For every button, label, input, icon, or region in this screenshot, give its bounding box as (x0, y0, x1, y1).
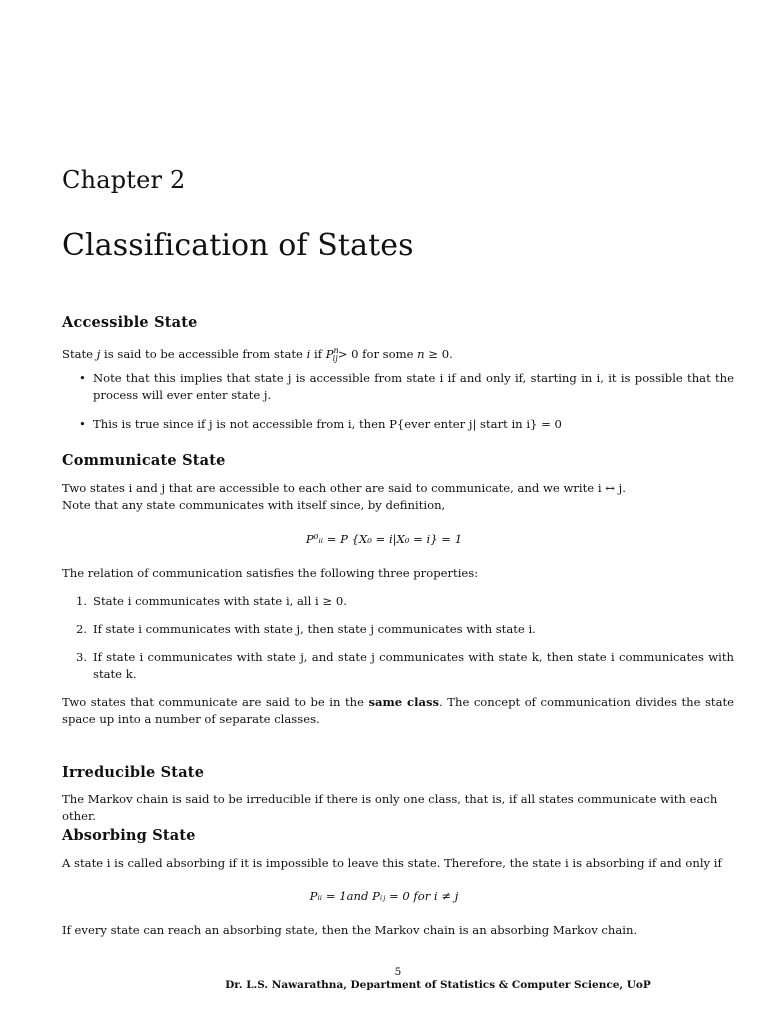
accessible-bullet-1: Note that this implies that state j is accessible from state i if and only if, starting in i, it is possible that the process will ever enter state j. (93, 371, 734, 402)
absorbing-text: A state i is called absorbing if it is impossible to leave this state. Therefore, the state i is absorbing if and only if (62, 856, 722, 870)
property-3: If state i communicates with state j, and state j communicates with state k, then state i communicates with state k. (93, 650, 734, 681)
bullet-icon: • (79, 371, 86, 385)
def-mid: is said to be accessible from state (100, 346, 307, 361)
def-end: ≥ 0. (424, 346, 453, 361)
accessible-bullet-2: This is true since if j is not accessible from i, then P{ever enter j| start in i} = 0 (93, 417, 562, 431)
def-i: i (306, 346, 311, 361)
property-2: If state i communicates with state j, then state j communicates with state i. (93, 622, 536, 636)
communicate-line-1: Two states i and j that are accessible to each other are said to communicate, and we write i ↔ j. (62, 481, 626, 495)
chapter-title: Classification of States (62, 228, 414, 263)
def-p: P (325, 346, 334, 361)
heading-irreducible-state: Irreducible State (62, 764, 205, 781)
heading-absorbing-state: Absorbing State (62, 827, 196, 844)
class-lead: Two states that communicate are said to be in the (62, 695, 369, 709)
same-class-paragraph (62, 694, 734, 728)
heading-communicate-state: Communicate State (62, 452, 226, 469)
absorbing-closing: If every state can reach an absorbing state, then the Markov chain is an absorbing Markov chain. (62, 923, 638, 937)
def-rest: > 0 for some (337, 346, 418, 361)
property-number: 3. (76, 650, 88, 664)
heading-accessible-state: Accessible State (62, 314, 198, 331)
bullet-icon: • (79, 417, 86, 431)
page-footer: Dr. L.S. Nawarathna, Department of Statistics & Computer Science, UoP (225, 979, 651, 991)
def-j: j (96, 346, 101, 361)
def-lead: State (62, 346, 97, 361)
property-number: 1. (76, 594, 88, 608)
property-number: 2. (76, 622, 88, 636)
property-1: State i communicates with state i, all i ≥ 0. (93, 594, 347, 608)
properties-intro: The relation of communication satisfies the following three properties: (62, 566, 479, 580)
accessible-definition (62, 342, 734, 367)
class-rest: . The concept of communication divides the state space up into a number of separate classes. (62, 695, 734, 726)
class-bold: same class (368, 695, 440, 709)
absorbing-equation: Pᵢᵢ = 1and Pᵢⱼ = 0 for i ≠ j (309, 889, 459, 903)
def-if: if (310, 346, 326, 361)
def-sup: n (333, 346, 339, 355)
communicate-equation: P⁰ᵢᵢ = P {X₀ = i|X₀ = i} = 1 (305, 532, 463, 546)
irreducible-text: The Markov chain is said to be irreducible if there is only one class, that is, if all states communicate with each other. (62, 792, 718, 823)
page-number: 5 (394, 966, 402, 978)
chapter-label: Chapter 2 (62, 166, 186, 194)
def-sub: ij (332, 354, 338, 364)
def-n: n (417, 346, 425, 361)
communicate-line-2: Note that any state communicates with itself since, by definition, (62, 498, 446, 512)
